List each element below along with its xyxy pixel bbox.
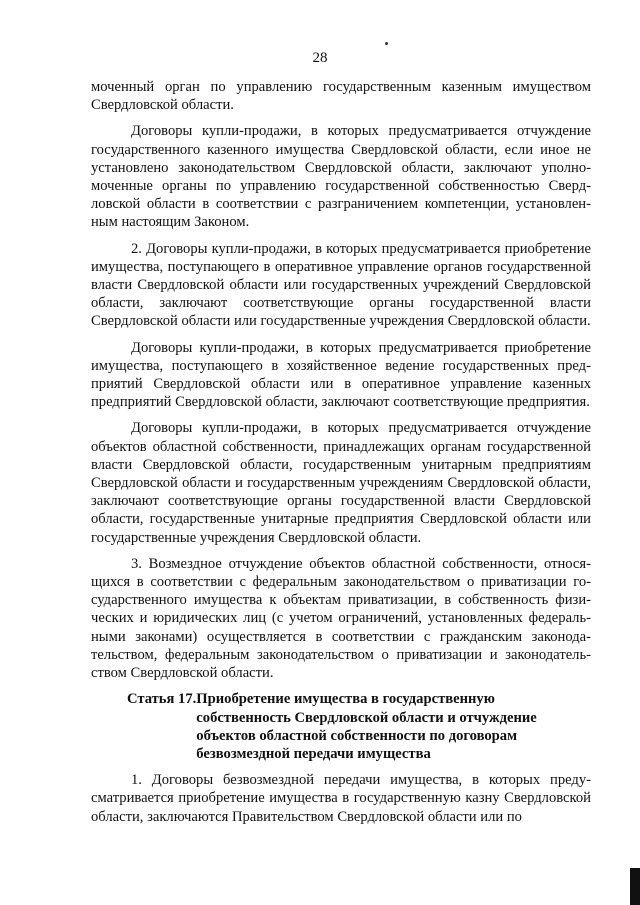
document-body [91, 78, 591, 834]
article-number: Статья 17. [127, 691, 197, 708]
paragraph: Договоры купли-продажи, в которых предусматривается отчуждение объектов областной собственности, принадлежащих органам государственной власти Свердловской области, государственным унитарным предприятиям Свердловской области и государственным учреждениям Свердловской области, заключают соответствующие органы государственной власти Свердловской области, государственные унитарные предприятия Свердловской области или государственные учреждения Свердловской области. [91, 420, 591, 546]
paragraph: 2. Договоры купли-продажи, в которых предусматривается приобретение имущества, поступающего в оперативное управление органов государственной власти Свердловской области или государственных учреждений Свердловской области, заключают соответствующие органы государственной власти Свердловской области или государственные учреждения Свердловской области. [91, 240, 591, 330]
scan-speck [385, 42, 388, 45]
paragraph: Договоры купли-продажи, в которых предусматривается приобретение имущества, поступающего в хозяйственное ведение государственных предприятий Свердловской области или в оперативное управление казенных предприятий Свердловской области, заключают соответствующие предприятия. [91, 339, 591, 411]
paragraph: Договоры купли-продажи, в которых предусматривается отчуждение государственного казенного имущества Свердловской области, если иное не установлено законодательством Свердловской области, заключают уполномоченные органы по управлению государственной собственностью Свердловской области в соответствии с разграничением компетенции, установленным настоящим Законом. [91, 123, 591, 231]
scan-edge-mark [630, 868, 640, 905]
paragraph: 1. Договоры безвозмездной передачи имущества, в которых предусматривается приобретение имущества в государственную казну Свердловской области, заключаются Правительством Свердловской области или по [91, 772, 591, 825]
article-heading [127, 690, 591, 763]
paragraph-continuation: моченный орган по управлению государственным казенным имуществом Свердловской области. [91, 79, 591, 114]
paragraph: 3. Возмездное отчуждение объектов областной собственности, относящихся в соответствии с федеральным законодательством о приватизации государственного имущества к объектам приватизации, в собственность физических и юридических лиц (с учетом ограничений, установленных федеральными законами) осуществляется в соответствии с гражданским законодательством, федеральным законодательством о приватизации и законодательством Свердловской области. [91, 555, 591, 682]
page-number: 28 [312, 50, 328, 66]
article-title: Приобретение имущества в государственную собственность Свердловской области и отчуждение объектов областной собственности по договорам безвозмездной передачи имущества [196, 691, 537, 762]
